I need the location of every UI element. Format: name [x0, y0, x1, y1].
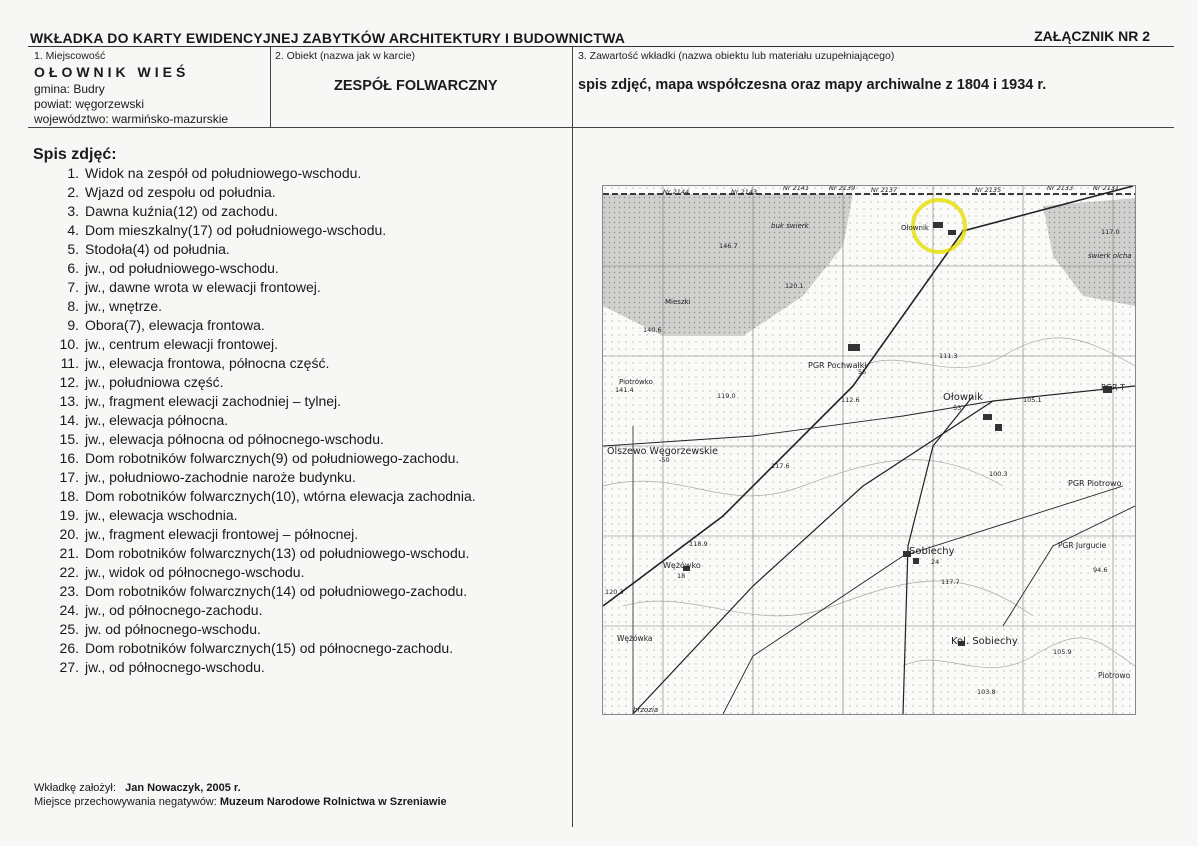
list-item-text: Dom robotników folwarcznych(14) od południowego-zachodu. — [85, 583, 468, 599]
list-item — [33, 620, 476, 639]
content-value: spis zdjęć, mapa współczesna oraz mapy archiwalne z 1804 i 1934 r. — [578, 77, 1047, 93]
list-item-number: 17. — [59, 469, 79, 485]
list-item-number: 19. — [59, 507, 79, 523]
list-item-number: 5. — [67, 241, 79, 257]
list-item-number: 7. — [67, 279, 79, 295]
farm-label: PGR T — [1101, 383, 1126, 392]
village-label: Wężówko — [663, 561, 701, 570]
photo-list — [33, 164, 476, 677]
content-label: 3. Zawartość wkładki (nazwa obiektu lub materiału uzupełniającego) — [578, 50, 895, 62]
elevation-label: 111.3 — [939, 352, 958, 360]
elevation-label: 120.1 — [785, 282, 804, 290]
list-item — [33, 411, 476, 430]
list-item — [33, 544, 476, 563]
forest-label: brzozia — [633, 706, 659, 714]
author-label: Wkładkę założył: — [34, 782, 116, 794]
list-item-number: 27. — [59, 659, 79, 675]
elevation-label: 94.6 — [1093, 566, 1108, 574]
list-item — [33, 335, 476, 354]
elevation-label: 140.6 — [643, 326, 662, 334]
list-item-text: Widok na zespół od południowego-wschodu. — [85, 165, 362, 181]
farm-label: PGR Pochwałki — [808, 361, 867, 370]
list-item — [33, 183, 476, 202]
column-divider-2 — [572, 47, 573, 827]
list-item-number: 22. — [59, 564, 79, 580]
list-item-number: 11. — [60, 355, 79, 371]
list-item-number: 16. — [59, 450, 79, 466]
list-item — [33, 278, 476, 297]
elevation-label: 117.0 — [1101, 228, 1120, 236]
author-value: Jan Nowaczyk, 2005 r. — [125, 782, 241, 794]
list-item — [33, 316, 476, 335]
farm-label: PGR Piotrowo — [1068, 479, 1122, 488]
sheet-label: Nr 2131 — [1093, 186, 1120, 192]
list-item — [33, 658, 476, 677]
list-item — [33, 487, 476, 506]
list-item-text: jw., wnętrze. — [85, 298, 163, 314]
list-item-text: Dom robotników folwarcznych(13) od południowego-wschodu. — [85, 545, 470, 561]
list-item-text: jw., fragment elewacji zachodniej – tylnej. — [85, 393, 342, 409]
forest-label: buk świerk — [771, 222, 809, 230]
list-item-number: 9. — [67, 317, 79, 333]
list-item-text: jw., elewacja północna. — [85, 412, 229, 428]
list-item — [33, 430, 476, 449]
elevation-label: 105.1 — [1023, 396, 1042, 404]
list-item-text: Dom mieszkalny(17) od południowego-wschodu. — [85, 222, 387, 238]
village-label: Kol. Sobiechy — [951, 636, 1018, 647]
list-item — [33, 449, 476, 468]
list-item — [33, 563, 476, 582]
list-item-number: 23. — [59, 583, 79, 599]
elevation-label: 105.9 — [1053, 648, 1072, 656]
village-label: Ołownik — [943, 392, 983, 403]
voivodeship: województwo: warmińsko-mazurskie — [34, 112, 229, 126]
elevation-label: 146.7 — [719, 242, 738, 250]
elevation-label: 103.8 — [977, 688, 996, 696]
village-label: Piotrowo — [1098, 671, 1131, 680]
list-item-number: 13. — [59, 393, 79, 409]
list-item-number: 10. — [59, 336, 79, 352]
village-label: Mieszki — [665, 298, 691, 306]
list-item — [33, 354, 476, 373]
farm-label: PGR Jurgucie — [1058, 541, 1107, 550]
annex-number: ZAŁĄCZNIK NR 2 — [1034, 28, 1150, 44]
list-item — [33, 297, 476, 316]
elevation-label: -50 — [659, 456, 670, 464]
list-item-text: Dawna kuźnia(12) od zachodu. — [85, 203, 279, 219]
list-item — [33, 259, 476, 278]
list-item-text: Obora(7), elewacja frontowa. — [85, 317, 265, 333]
list-item-text: jw., fragment elewacji frontowej – północnej. — [85, 526, 359, 542]
list-item-number: 20. — [59, 526, 79, 542]
list-item — [33, 221, 476, 240]
list-item-number: 6. — [67, 260, 79, 276]
list-item-number: 2. — [67, 184, 79, 200]
list-item-text: Dom robotników folwarcznych(9) od południowego-zachodu. — [85, 450, 460, 466]
place-value: OŁOWNIK WIEŚ — [34, 64, 190, 80]
list-item-number: 15. — [59, 431, 79, 447]
sheet-label: Nr 2143 — [731, 188, 758, 196]
list-item-text: jw., elewacja północna od północnego-wschodu. — [85, 431, 384, 447]
sheet-label: Nr 2139 — [829, 186, 856, 192]
commune: gmina: Budry — [34, 82, 105, 96]
list-item-text: jw., od północnego-zachodu. — [85, 602, 263, 618]
list-item — [33, 468, 476, 487]
storage-label: Miejsce przechowywania negatywów: — [34, 796, 217, 808]
elevation-label: 119.0 — [717, 392, 736, 400]
list-item — [33, 601, 476, 620]
list-item-number: 18. — [59, 488, 79, 504]
county: powiat: węgorzewski — [34, 97, 145, 111]
sheet-label: Nr 2137 — [871, 186, 898, 194]
list-item-text: jw., elewacja wschodnia. — [85, 507, 238, 523]
list-item-text: jw., dawne wrota w elewacji frontowej. — [85, 279, 321, 295]
elevation-label: 24 — [931, 558, 940, 566]
list-item-number: 26. — [59, 640, 79, 656]
list-item-text: jw., południowa część. — [85, 374, 224, 390]
header-bottom-rule — [28, 127, 1174, 128]
place-label: 1. Miejscowość — [34, 50, 106, 62]
forest-label: świerk olcha — [1088, 252, 1132, 260]
column-divider-1 — [270, 47, 271, 127]
list-item — [33, 373, 476, 392]
village-label: Sobiechy — [909, 546, 955, 557]
sheet-label: Nr 2135 — [975, 186, 1002, 194]
list-item-number: 21. — [59, 545, 79, 561]
map-drawing — [603, 186, 1135, 714]
list-item-number: 12. — [59, 374, 79, 390]
elevation-label: 117.7 — [941, 578, 960, 586]
list-item-text: Stodoła(4) od południa. — [85, 241, 230, 257]
village-label: Olszewo Węgorzewskie — [607, 446, 719, 457]
list-item-text: jw., od południowego-wschodu. — [85, 260, 279, 276]
list-item-text: Dom robotników folwarcznych(10), wtórna elewacja zachodnia. — [85, 488, 476, 504]
object-label: 2. Obiekt (nazwa jak w karcie) — [275, 50, 416, 62]
village-label: Piotrówko — [619, 378, 653, 386]
elevation-label: 120.3 — [605, 588, 624, 596]
document-title: WKŁADKA DO KARTY EWIDENCYJNEJ ZABYTKÓW ARCHITEKTURY I BUDOWNICTWA — [30, 30, 626, 46]
elevation-label: 112.6 — [841, 396, 860, 404]
topographic-map — [602, 185, 1136, 715]
list-item-number: 24. — [59, 602, 79, 618]
list-item-number: 1. — [67, 165, 79, 181]
list-item — [33, 240, 476, 259]
list-item-text: jw. od północnego-wschodu. — [85, 621, 261, 637]
village-label: Wężówka — [617, 634, 653, 643]
list-item-number: 14. — [59, 412, 79, 428]
object-value: ZESPÓŁ FOLWARCZNY — [334, 78, 498, 94]
storage-line — [34, 796, 447, 808]
list-item-text: jw., widok od północnego-wschodu. — [85, 564, 305, 580]
village-label: Ołownik — [901, 224, 929, 232]
list-item-number: 8. — [67, 298, 79, 314]
list-item-number: 25. — [59, 621, 79, 637]
elevation-label: 118.9 — [689, 540, 708, 548]
storage-value: Muzeum Narodowe Rolnictwa w Szreniawie — [219, 796, 447, 808]
list-item — [33, 525, 476, 544]
list-item — [33, 506, 476, 525]
sheet-label: Nr 2141 — [783, 186, 810, 192]
photo-list-title: Spis zdjęć: — [33, 146, 117, 163]
list-item — [33, 202, 476, 221]
list-item-number: 4. — [67, 222, 79, 238]
list-item — [33, 582, 476, 601]
list-item-text: jw., centrum elewacji frontowej. — [85, 336, 278, 352]
elevation-label: 53 — [953, 404, 962, 412]
elevation-label: 100.3 — [989, 470, 1008, 478]
elevation-label: 55 — [858, 368, 867, 376]
sheet-label: Nr 2133 — [1047, 186, 1074, 192]
list-item-number: 3. — [67, 203, 79, 219]
list-item-text: jw., południowo-zachodnie naroże budynku. — [85, 469, 356, 485]
author-line — [34, 782, 241, 794]
elevation-label: 18 — [677, 572, 686, 580]
list-item — [33, 639, 476, 658]
elevation-label: 141.4 — [615, 386, 634, 394]
list-item — [33, 392, 476, 411]
list-item-text: Wjazd od zespołu od południa. — [85, 184, 276, 200]
sheet-label: Nr 2144 — [663, 188, 690, 196]
list-item-text: jw., elewacja frontowa, północna część. — [85, 355, 330, 371]
header-rule — [28, 46, 1174, 47]
list-item — [33, 164, 476, 183]
list-item-text: jw., od północnego-wschodu. — [85, 659, 265, 675]
elevation-label: 117.6 — [771, 462, 790, 470]
list-item-text: Dom robotników folwarcznych(15) od północnego-zachodu. — [85, 640, 454, 656]
